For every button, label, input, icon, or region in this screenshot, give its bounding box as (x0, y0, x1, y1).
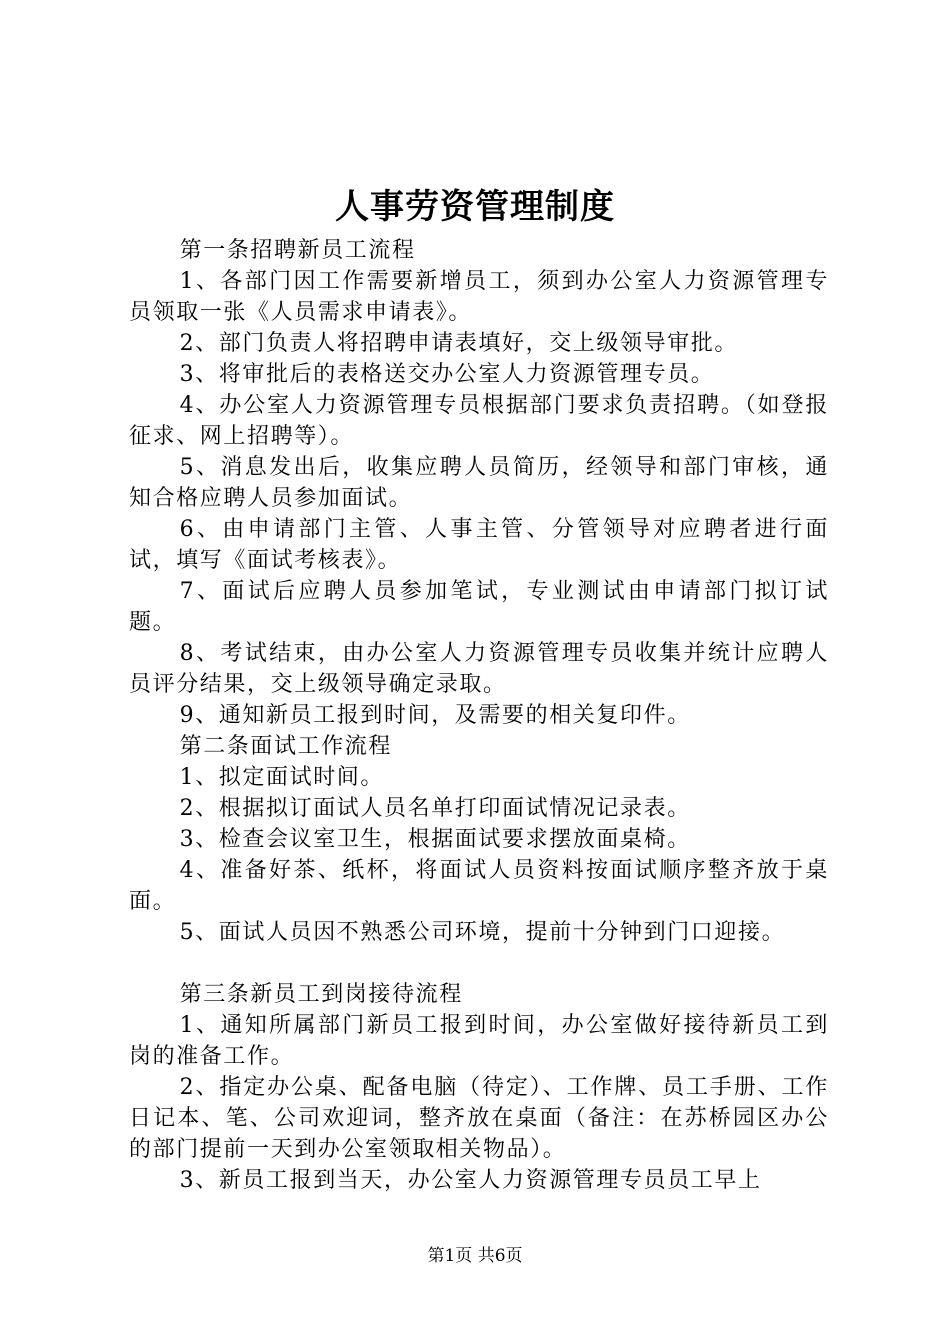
section-heading: 第一条招聘新员工流程 (179, 238, 416, 263)
section-heading: 第三条新员工到岗接待流程 (179, 982, 463, 1007)
paragraph: 3、将审批后的表格送交办公室人力资源管理专员。 (179, 362, 715, 387)
paragraph: 5、面试人员因不熟悉公司环境，提前十分钟到门口迎接。 (179, 920, 786, 945)
paragraph: 4、办公室人力资源管理专员根据部门要求负责招聘。（如登报征求、网上招聘等）。 (129, 393, 829, 449)
paragraph: 1、通知所属部门新员工报到时间，办公室做好接待新员工到岗的准备工作。 (129, 1013, 829, 1069)
paragraph: 9、通知新员工报到时间，及需要的相关复印件。 (179, 703, 691, 728)
paragraph: 4、准备好茶、纸杯，将面试人员资料按面试顺序整齐放于桌面。 (129, 858, 829, 914)
document-body (129, 235, 829, 1196)
paragraph: 7、面试后应聘人员参加笔试，专业测试由申请部门拟订试题。 (129, 579, 829, 635)
section-heading: 第二条面试工作流程 (179, 734, 392, 759)
paragraph: 2、根据拟订面试人员名单打印面试情况记录表。 (179, 796, 691, 821)
page-number-footer: 第1页 共6页 (427, 1246, 523, 1266)
paragraph: 2、部门负责人将招聘申请表填好，交上级领导审批。 (179, 331, 738, 356)
document-title: 人事劳资管理制度 (335, 187, 615, 227)
paragraph: 3、新员工报到当天，办公室人力资源管理专员员工早上 (179, 1168, 762, 1193)
blank-line (129, 948, 829, 979)
paragraph: 1、拟定面试时间。 (179, 765, 384, 790)
paragraph: 2、指定办公桌、配备电脑（待定）、工作牌、员工手册、工作日记本、笔、公司欢迎词，整齐放在桌面（备注：在苏桥园区办公的部门提前一天到办公室领取相关物品）。 (129, 1075, 829, 1162)
paragraph: 1、各部门因工作需要新增员工，须到办公室人力资源管理专员领取一张《人员需求申请表》。 (129, 269, 829, 325)
paragraph: 8、考试结束，由办公室人力资源管理专员收集并统计应聘人员评分结果，交上级领导确定录取。 (129, 641, 829, 697)
paragraph: 3、检查会议室卫生，根据面试要求摆放面桌椅。 (179, 827, 691, 852)
paragraph: 5、消息发出后，收集应聘人员简历，经领导和部门审核，通知合格应聘人员参加面试。 (129, 455, 829, 511)
paragraph: 6、由申请部门主管、人事主管、分管领导对应聘者进行面试，填写《面试考核表》。 (129, 517, 829, 573)
